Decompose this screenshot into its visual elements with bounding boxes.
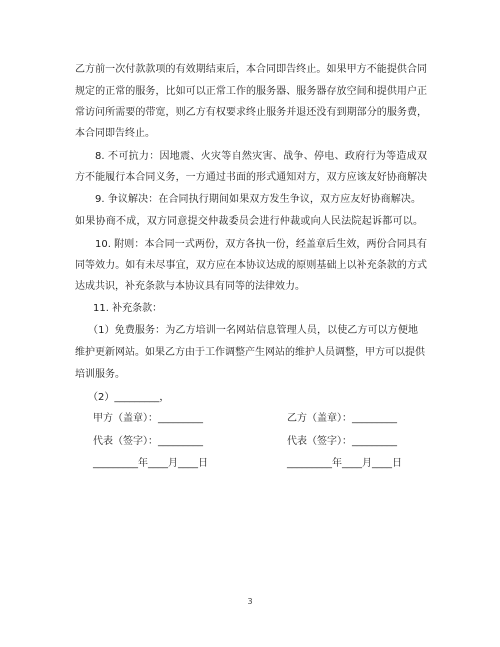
page-number: 3 (247, 597, 253, 606)
intro-line: 乙方前一次付款款项的有效期结束后，本合同即告终止。如果甲方不能提供合同 (75, 64, 427, 75)
clause-11-item-2: （2）_________， (88, 392, 170, 403)
clause-8-line: 8. 不可抗力：因地震、火灾等自然灾害、战争、停电、政府行为等造成双 (95, 151, 427, 162)
clause-11-item-1-line: 维护更新网站。如果乙方由于工作调整产生网站的维护人员调整，甲方可以提供 (75, 347, 425, 358)
party-a-date: _________年____月____日 (93, 458, 208, 469)
clause-9-line: 如果协商不成，双方同意提交仲裁委员会进行仲裁或向人民法院起诉都可以。 (75, 216, 423, 227)
intro-line: 规定的正常的服务，比如可以正常工作的服务器、服务器存放空间和提供用户正 (75, 86, 427, 97)
clause-9-line: 9. 争议解决：在合同执行期间如果双方发生争议，双方应友好协商解决。 (95, 194, 421, 205)
party-b-seal: 乙方（盖章）：_________ (287, 413, 397, 424)
party-b-representative: 代表（签字）：_________ (287, 436, 397, 447)
clause-11-item-1-line: 培训服务。 (75, 369, 125, 380)
clause-10-line: 达成共识，补充条款与本协议具有同等的法律效力。 (75, 281, 305, 292)
party-a-representative: 代表（签字）：_________ (93, 436, 203, 447)
intro-line: 常访问所需要的带宽，则乙方有权要求终止服务并退还没有到期部分的服务费， (75, 107, 427, 118)
clause-8-line: 方不能履行本合同义务，一方通过书面的形式通知对方，双方应该友好协商解决 (75, 172, 427, 183)
party-a-seal: 甲方（盖章）：_________ (93, 413, 203, 424)
clause-11-heading: 11. 补充条款： (93, 303, 163, 314)
clause-10-line: 10. 附则：本合同一式两份，双方各执一份，经盖章后生效，两份合同具有 (95, 239, 427, 250)
clause-11-item-1-line: （1）免费服务：为乙方培训一名网站信息管理人员，以使乙方可以方便地 (88, 325, 418, 336)
party-b-date: _________年____月____日 (287, 458, 402, 469)
intro-line: 本合同即告终止。 (75, 128, 155, 139)
clause-10-line: 同等效力。如有未尽事宜，双方应在本协议达成的原则基础上以补充条款的方式 (75, 260, 427, 271)
